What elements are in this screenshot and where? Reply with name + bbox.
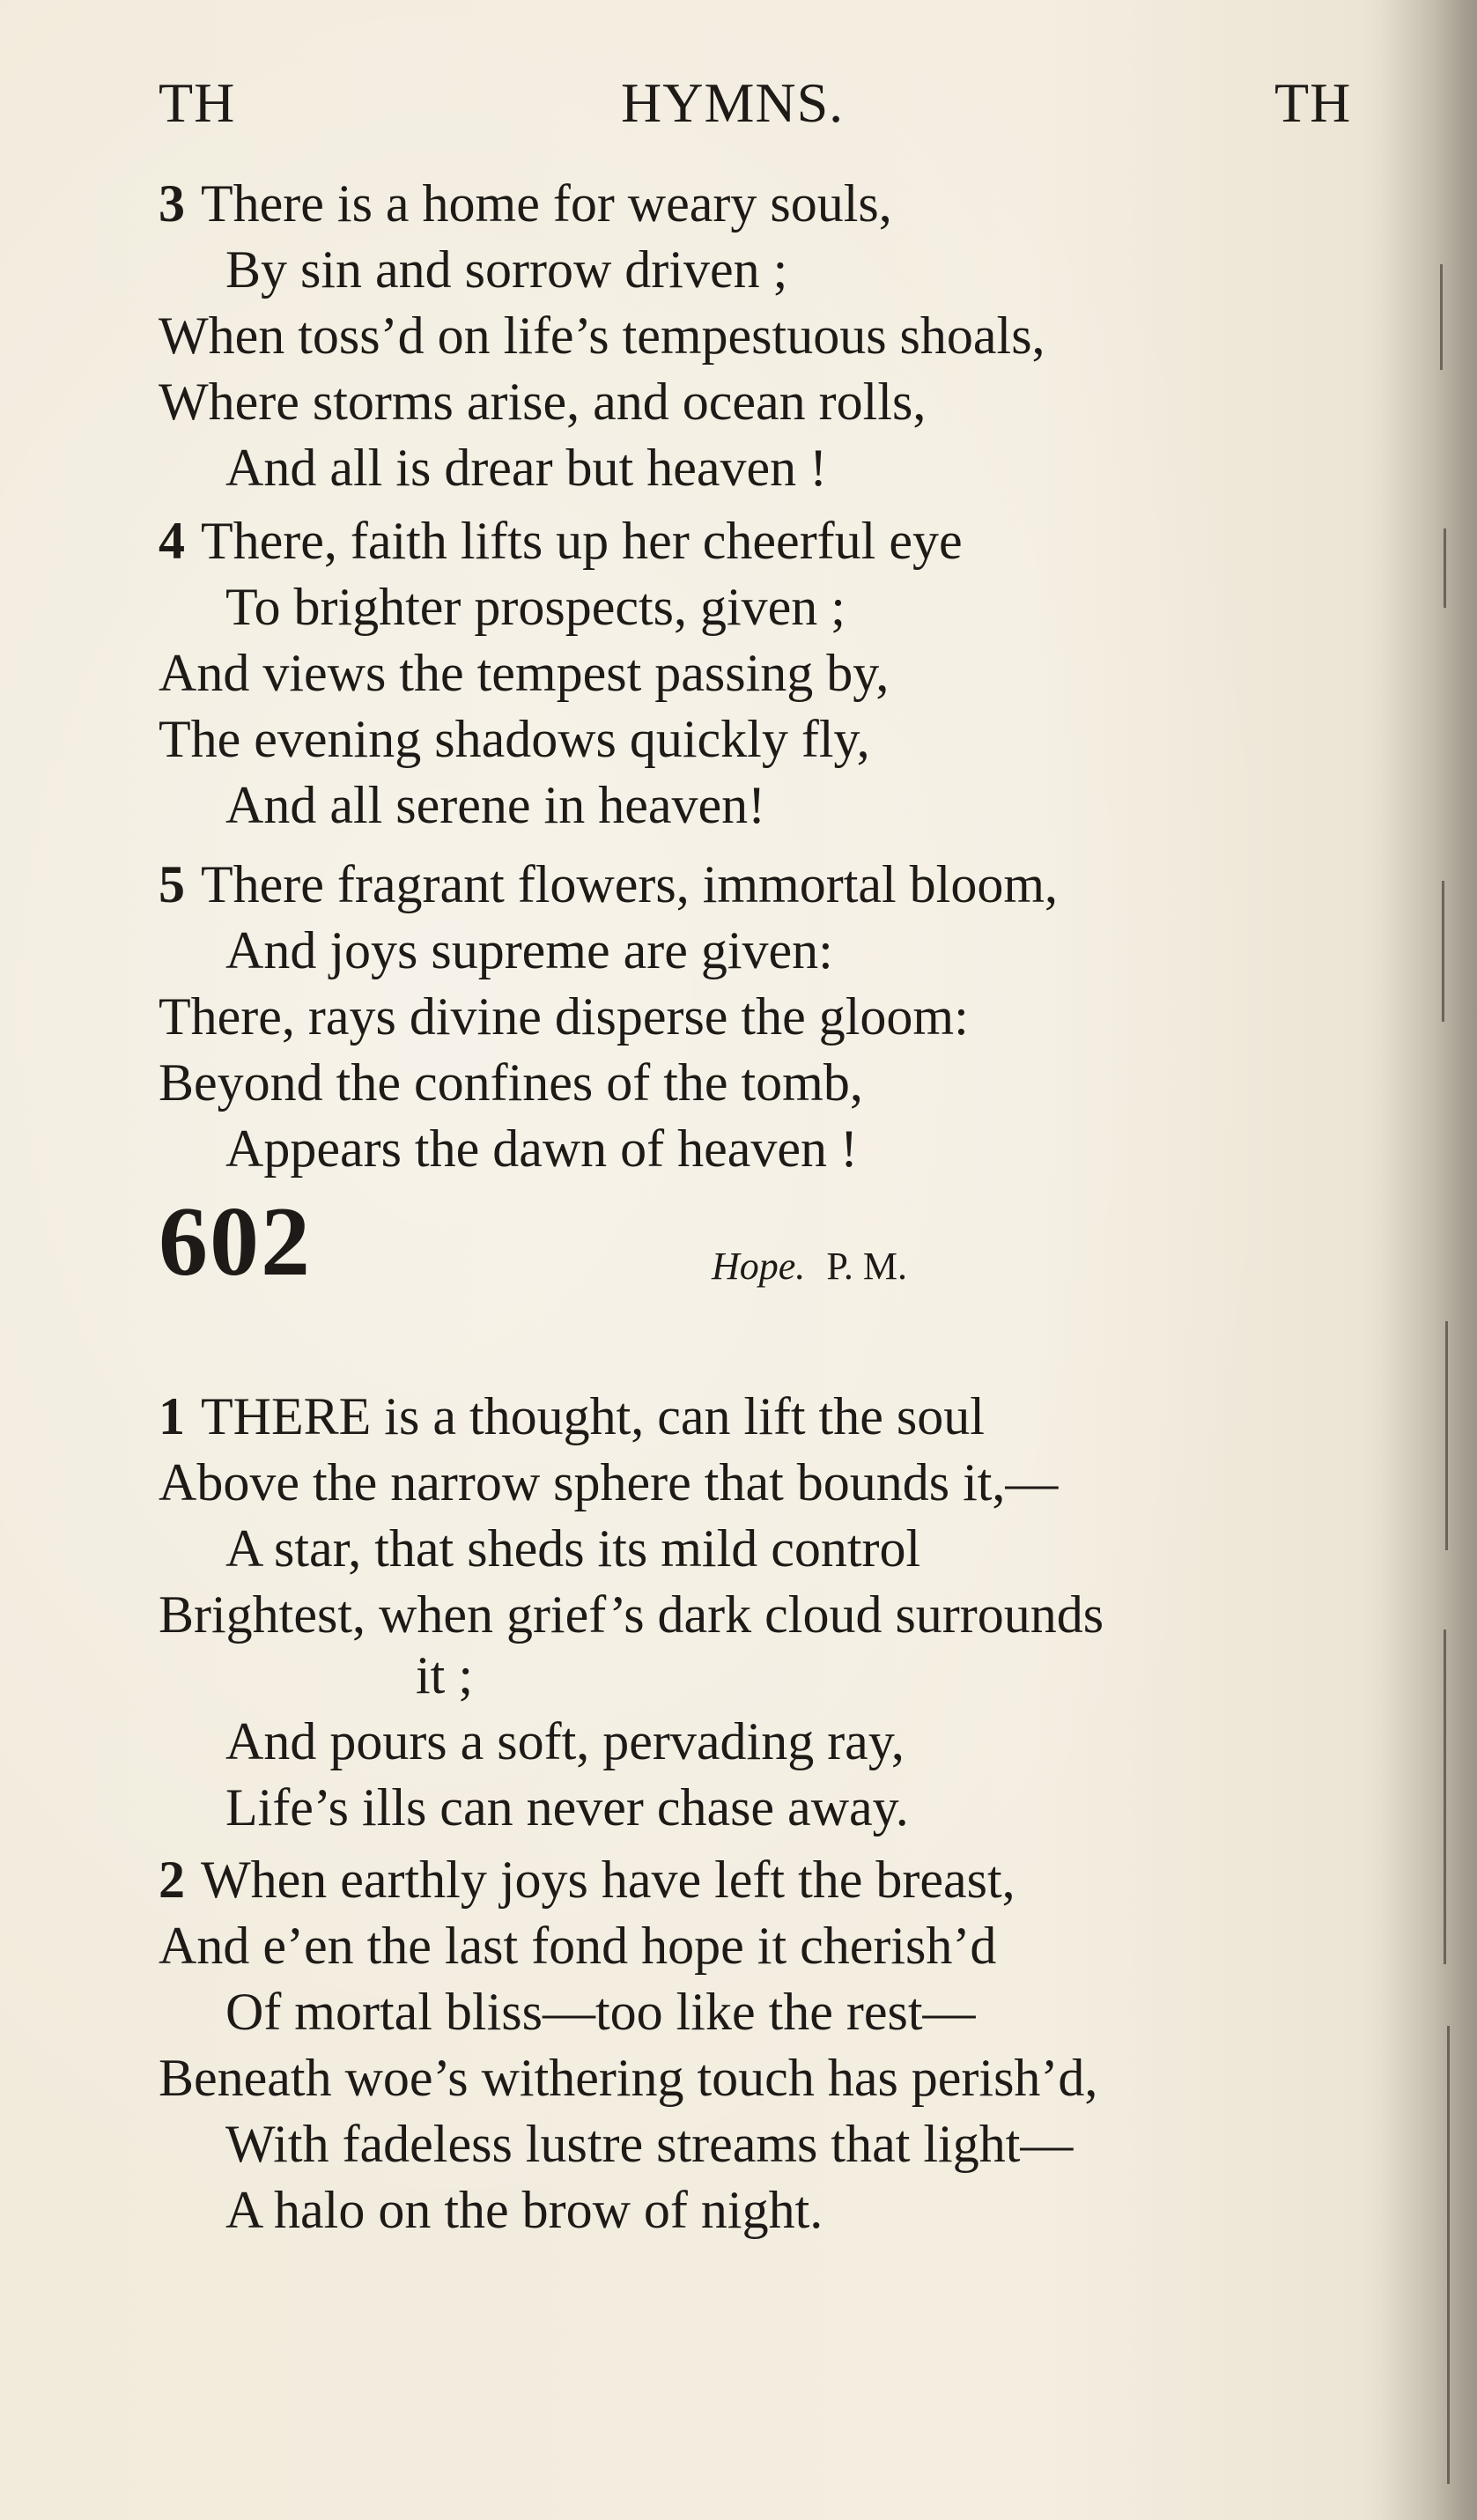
hymn-number: 602 <box>159 1187 312 1297</box>
stanza-4-line-4: The evening shadows quickly fly, <box>159 710 870 768</box>
page-gutter-shadow <box>1380 0 1477 2520</box>
hymn-topic: Hope. <box>712 1245 806 1288</box>
stanza-3-line-3: When toss’d on life’s tempestuous shoals, <box>159 307 1045 365</box>
hymn-stanza-2-line-1: 2 When earthly joys have left the breast, <box>159 1851 1015 1909</box>
header-left-guideword: TH <box>159 71 236 134</box>
hymn-stanza-1-line-4: Brightest, when grief’s dark cloud surrounds <box>159 1585 1104 1644</box>
stanza-4-line-3: And views the tempest passing by, <box>159 644 890 702</box>
running-header <box>0 70 1477 141</box>
stanza-number: 2 <box>159 1851 185 1909</box>
gutter-mark <box>1440 264 1443 370</box>
stanza-3-line-1: 3 There is a home for weary souls, <box>159 174 892 233</box>
stanza-number: 5 <box>159 855 185 913</box>
hymn-stanza-1-line-3: A star, that sheds its mild control <box>225 1519 921 1578</box>
gutter-mark <box>1444 528 1446 608</box>
hymn-stanza-2-line-4: Beneath woe’s withering touch has perish’d, <box>159 2049 1098 2107</box>
stanza-3-line-5: And all is drear but heaven ! <box>225 439 828 497</box>
hymn-stanza-1-line-1: 1 THERE is a thought, can lift the soul <box>159 1387 985 1445</box>
stanza-4-line-5: And all serene in heaven! <box>225 776 766 834</box>
header-title: HYMNS. <box>621 71 845 134</box>
gutter-mark <box>1442 881 1444 1022</box>
header-right-guideword: TH <box>1274 71 1352 134</box>
stanza-4-line-2: To brighter prospects, given ; <box>225 578 846 636</box>
hymn-stanza-1-line-5: it ; <box>416 1646 474 1704</box>
gutter-mark <box>1447 2026 1450 2484</box>
hymn-heading <box>712 1242 907 1291</box>
hymn-stanza-1-line-6: And pours a soft, pervading ray, <box>225 1712 905 1770</box>
hymn-stanza-2-line-2: And e’en the last fond hope it cherish’d <box>159 1917 997 1975</box>
stanza-5-line-2: And joys supreme are given: <box>225 921 833 979</box>
hymn-stanza-1-line-2: Above the narrow sphere that bounds it,— <box>159 1453 1059 1511</box>
stanza-number: 1 <box>159 1387 185 1445</box>
hymn-stanza-1-line-7: Life’s ills can never chase away. <box>225 1778 909 1836</box>
hymn-meter: P. M. <box>826 1245 908 1288</box>
stanza-number: 3 <box>159 174 185 233</box>
stanza-3-line-2: By sin and sorrow driven ; <box>225 240 788 299</box>
stanza-number: 4 <box>159 512 185 570</box>
hymn-stanza-2-line-3: Of mortal bliss—too like the rest— <box>225 1983 976 2041</box>
stanza-3-line-4: Where storms arise, and ocean rolls, <box>159 373 927 431</box>
stanza-5-line-1: 5 There fragrant flowers, immortal bloom, <box>159 855 1059 913</box>
hymn-stanza-2-line-6: A halo on the brow of night. <box>225 2181 823 2239</box>
stanza-5-line-3: There, rays divine disperse the gloom: <box>159 987 969 1046</box>
hymn-stanza-2-line-5: With fadeless lustre streams that light— <box>225 2115 1074 2173</box>
gutter-mark <box>1445 1321 1448 1550</box>
stanza-5-line-4: Beyond the confines of the tomb, <box>159 1053 863 1112</box>
gutter-mark <box>1444 1630 1446 1964</box>
stanza-5-line-5: Appears the dawn of heaven ! <box>225 1120 859 1178</box>
stanza-4-line-1: 4 There, faith lifts up her cheerful eye <box>159 512 963 570</box>
